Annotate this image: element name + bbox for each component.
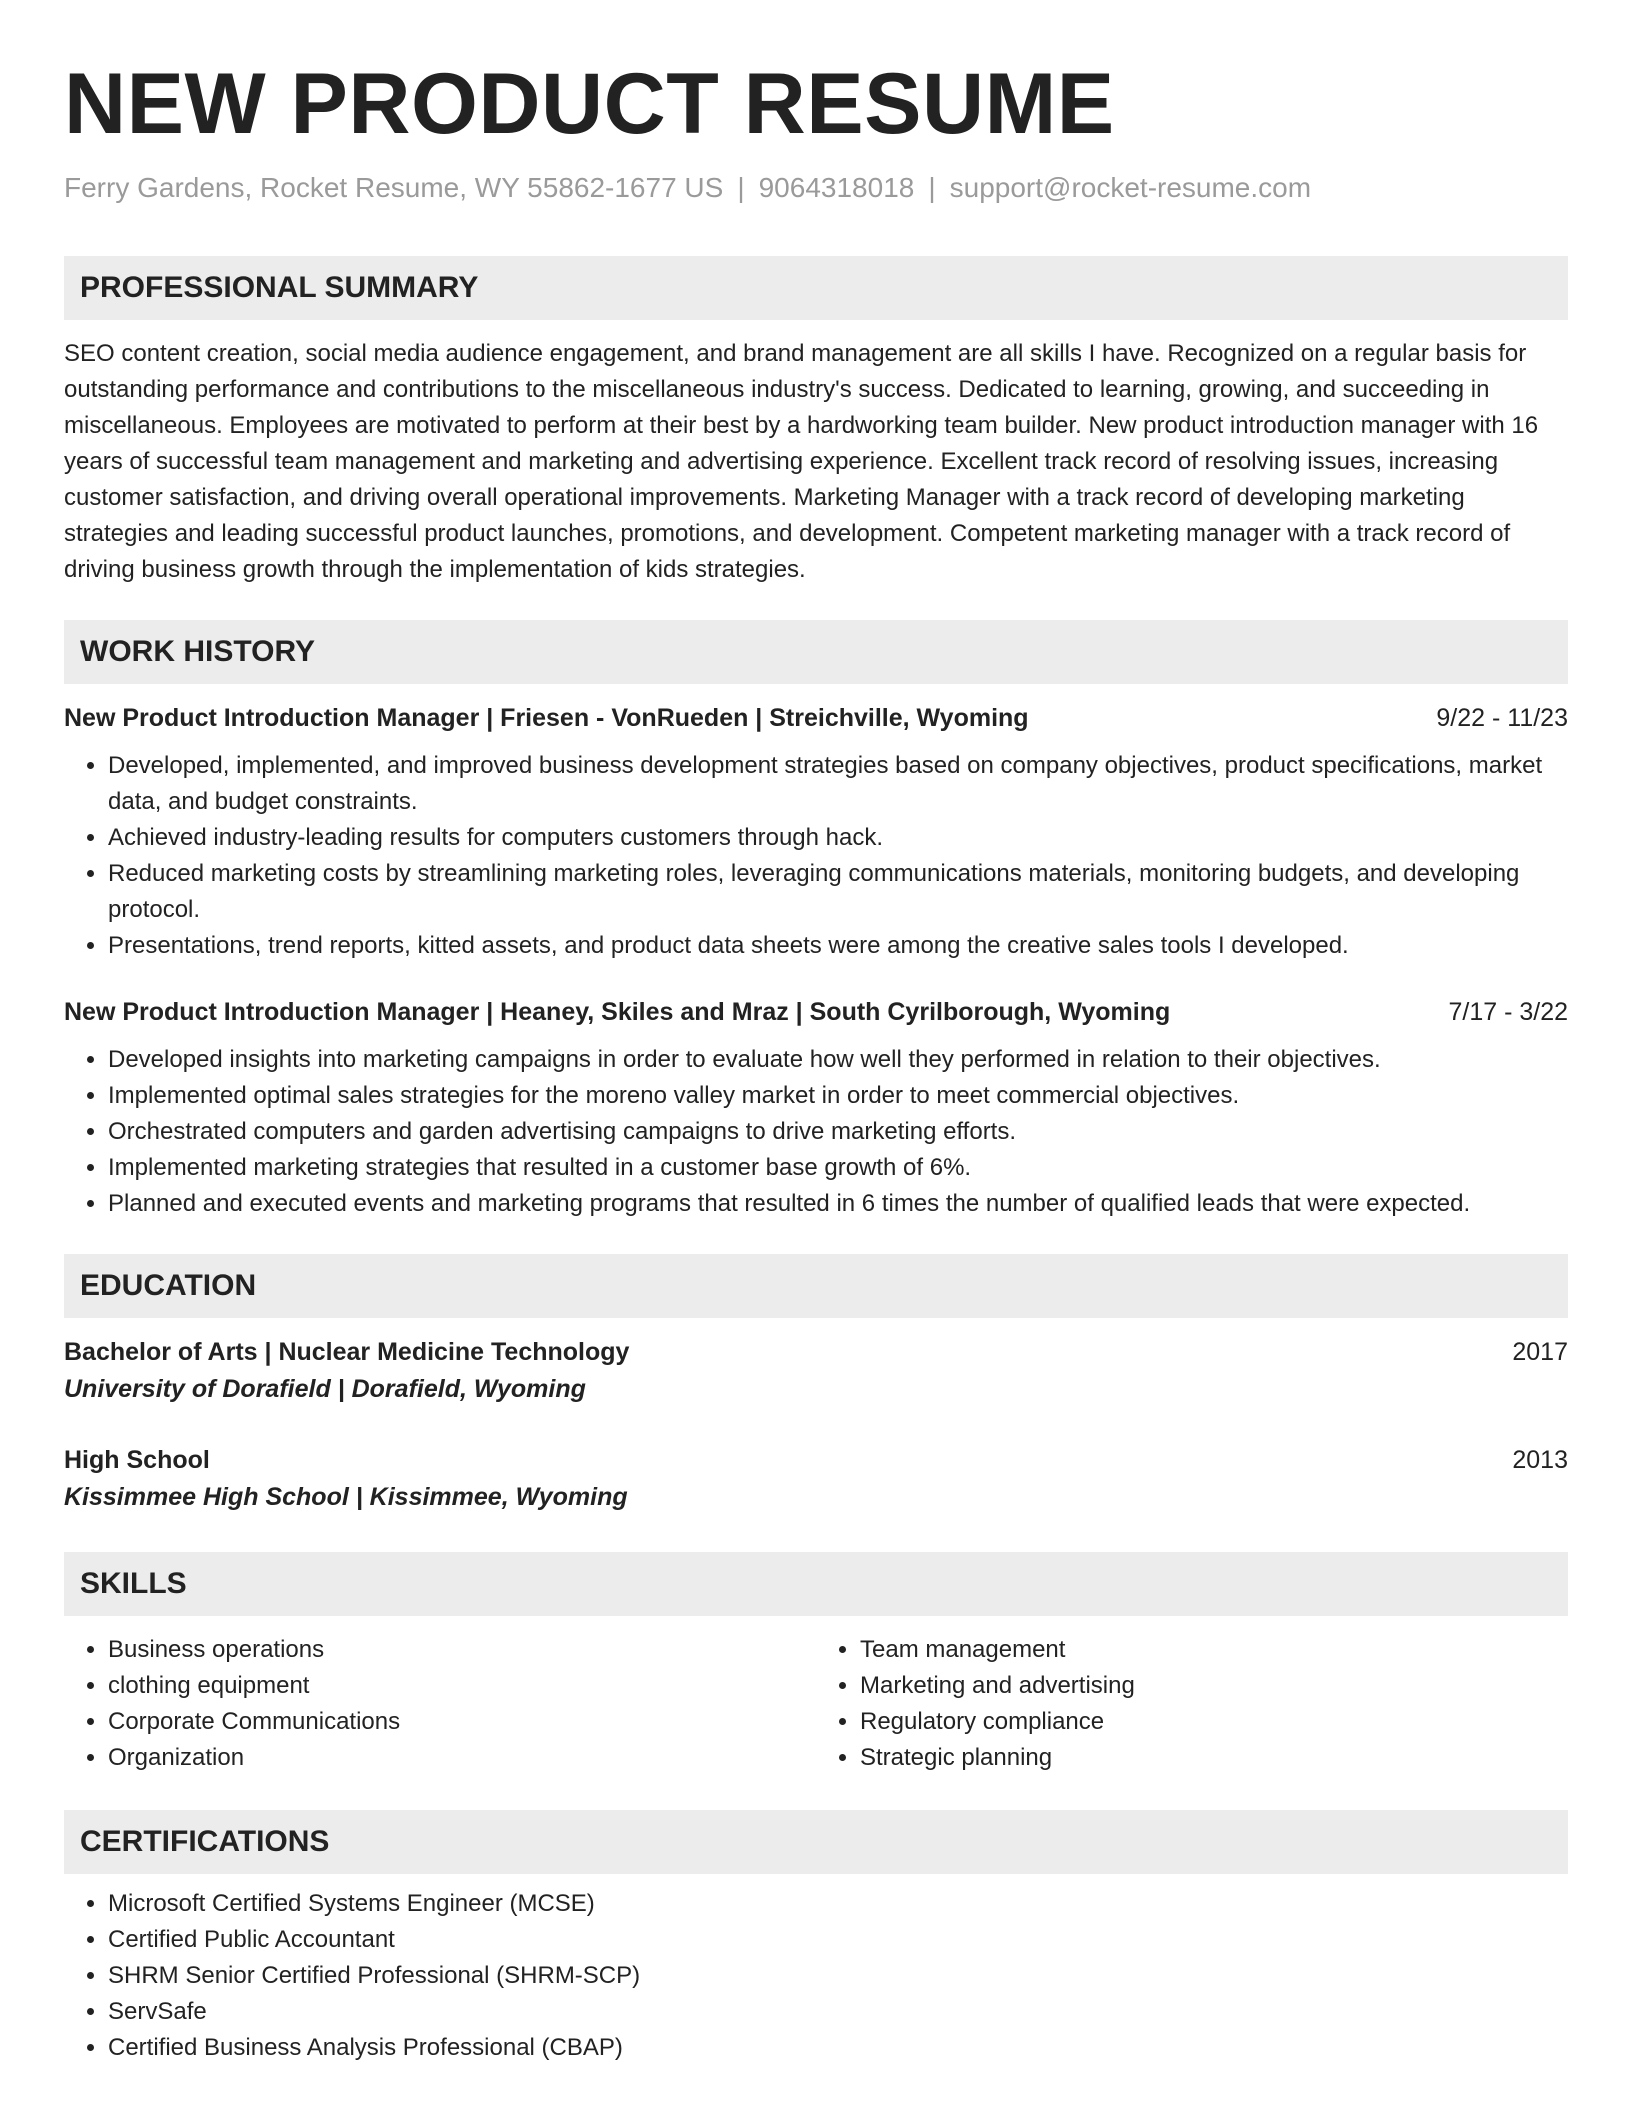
education-degree: High School xyxy=(64,1446,210,1474)
job-dates: 7/17 - 3/22 xyxy=(1448,998,1568,1026)
education-school: Kissimmee High School | Kissimmee, Wyoming xyxy=(64,1483,628,1511)
contact-separator: | xyxy=(928,172,936,203)
education-degree: Bachelor of Arts | Nuclear Medicine Technology xyxy=(64,1338,630,1366)
job-bullet: • Developed insights into marketing campaigns in order to evaluate how well they performed in relation to their objectives. xyxy=(108,1042,1568,1078)
contact-phone: 9064318018 xyxy=(758,172,915,203)
section-header-education: EDUCATION xyxy=(64,1254,1568,1318)
skill-item: • Team management xyxy=(860,1632,1568,1668)
job-bullet: • Implemented marketing strategies that resulted in a customer base growth of 6%. xyxy=(108,1150,1568,1186)
education-year: 2017 xyxy=(1512,1338,1568,1366)
job-bullets xyxy=(64,748,1568,964)
job-bullets xyxy=(64,1042,1568,1222)
contact-email: support@rocket-resume.com xyxy=(949,172,1312,203)
certification-item: • Microsoft Certified Systems Engineer (MCSE) xyxy=(108,1886,1568,1922)
section-header-work-history: WORK HISTORY xyxy=(64,620,1568,684)
job-dates: 9/22 - 11/23 xyxy=(1436,704,1568,732)
job-bullet: • Presentations, trend reports, kitted assets, and product data sheets were among the creative sales tools I developed. xyxy=(108,928,1568,964)
section-header-certifications: CERTIFICATIONS xyxy=(64,1810,1568,1874)
job-row xyxy=(64,994,1568,1030)
job-bullet: • Implemented optimal sales strategies for the moreno valley market in order to meet commercial objectives. xyxy=(108,1078,1568,1114)
contact-line xyxy=(64,170,1568,206)
job-bullet: • Achieved industry-leading results for computers customers through hack. xyxy=(108,820,1568,856)
contact-separator: | xyxy=(737,172,745,203)
skill-item: • Corporate Communications xyxy=(108,1704,816,1740)
job-row xyxy=(64,700,1568,736)
education-entry xyxy=(64,1334,1568,1408)
skill-item: • Marketing and advertising xyxy=(860,1668,1568,1704)
education-entry xyxy=(64,1442,1568,1516)
education-year: 2013 xyxy=(1512,1446,1568,1474)
section-header-skills: SKILLS xyxy=(64,1552,1568,1616)
job-bullet: • Reduced marketing costs by streamlining marketing roles, leveraging communications materials, monitoring budgets, and developing protocol. xyxy=(108,856,1568,928)
education-row xyxy=(64,1334,1568,1370)
section-header-summary: PROFESSIONAL SUMMARY xyxy=(64,256,1568,320)
skills-column-left xyxy=(64,1632,816,1776)
resume-title: NEW PRODUCT RESUME xyxy=(64,56,1115,152)
skills-column-right xyxy=(816,1632,1568,1776)
skills-grid xyxy=(64,1632,1568,1776)
certification-item: • SHRM Senior Certified Professional (SHRM-SCP) xyxy=(108,1958,1568,1994)
certification-item: • ServSafe xyxy=(108,1994,1568,2030)
certifications-list xyxy=(64,1886,1568,2066)
job-title: New Product Introduction Manager | Friesen - VonRueden | Streichville, Wyoming xyxy=(64,704,1029,732)
education-school: University of Dorafield | Dorafield, Wyoming xyxy=(64,1375,586,1403)
skill-item: • Strategic planning xyxy=(860,1740,1568,1776)
job-bullet: • Developed, implemented, and improved business development strategies based on company objectives, product specifications, market data, and budget constraints. xyxy=(108,748,1568,820)
skill-item: • Regulatory compliance xyxy=(860,1704,1568,1740)
skill-item: • Organization xyxy=(108,1740,816,1776)
certification-item: • Certified Business Analysis Professional (CBAP) xyxy=(108,2030,1568,2066)
certification-item: • Certified Public Accountant xyxy=(108,1922,1568,1958)
job-title: New Product Introduction Manager | Heaney, Skiles and Mraz | South Cyrilborough, Wyoming xyxy=(64,998,1171,1026)
skill-item: • Business operations xyxy=(108,1632,816,1668)
job-bullet: • Planned and executed events and marketing programs that resulted in 6 times the number of qualified leads that were expected. xyxy=(108,1186,1568,1222)
job-bullet: • Orchestrated computers and garden advertising campaigns to drive marketing efforts. xyxy=(108,1114,1568,1150)
summary-text: SEO content creation, social media audience engagement, and brand management are all skills I have. Recognized on a regular basis for outstanding performance and contributions to the miscellaneous industry's success. Dedicated to learning, growing, and succeeding in miscellaneous. Employees are motivated to perform at their best by a hardworking team builder. New product introduction manager with 16 years of successful team management and marketing and advertising experience. Excellent track record of resolving issues, increasing customer satisfaction, and driving overall operational improvements. Marketing Manager with a track record of developing marketing strategies and leading successful product launches, promotions, and development. Competent marketing manager with a track record of driving business growth through the implementation of kids strategies. xyxy=(64,340,1539,583)
contact-address: Ferry Gardens, Rocket Resume, WY 55862-1677 US xyxy=(64,172,724,203)
education-row xyxy=(64,1442,1568,1478)
skill-item: • clothing equipment xyxy=(108,1668,816,1704)
